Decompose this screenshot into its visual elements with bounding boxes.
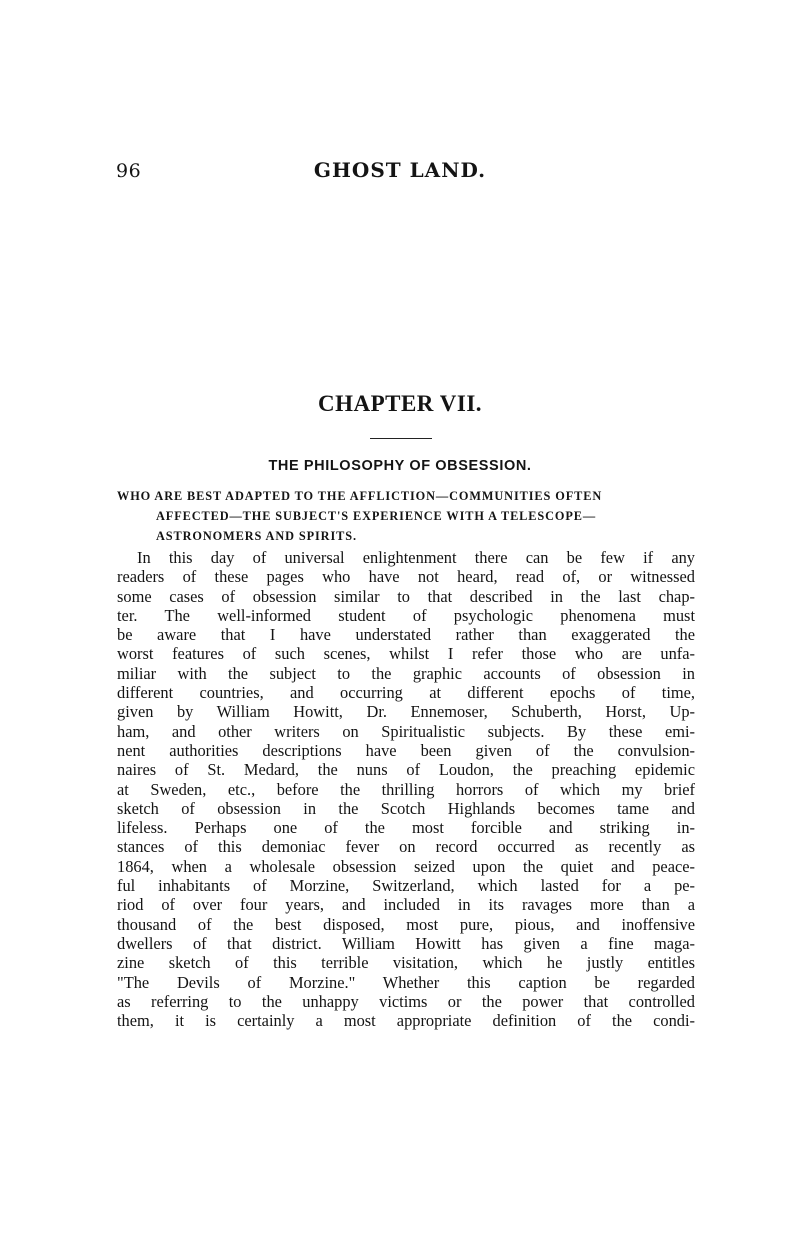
text-line: naires of St. Medard, the nuns of Loudon, the preaching epidemic: [117, 760, 695, 780]
chapter-summary: [117, 486, 695, 546]
text-line: thousand of the best disposed, most pure, pious, and inoffensive: [117, 914, 695, 934]
text-line: In this day of universal enlightenment there can be few if any: [137, 548, 695, 567]
summary-line: ASTRONOMERS AND SPIRITS.: [156, 529, 357, 543]
text-line: given by William Howitt, Dr. Ennemoser, Schuberth, Horst, Up-: [117, 702, 695, 722]
text-line: ham, and other writers on Spiritualistic subjects. By these emi-: [117, 721, 695, 741]
text-line: lifeless. Perhaps one of the most forcible and striking in-: [117, 818, 695, 838]
text-line: "The Devils of Morzine." Whether this caption be regarded: [117, 972, 695, 992]
chapter-title: CHAPTER VII.: [317, 391, 483, 416]
title-divider: [370, 438, 432, 439]
running-head: GHOST LAND.: [313, 158, 487, 182]
text-line: sketch of obsession in the Scotch Highlands becomes tame and: [117, 798, 695, 818]
page-number: 96: [116, 160, 142, 182]
text-line: dwellers of that district. William Howitt has given a fine maga-: [117, 933, 695, 953]
text-line: miliar with the subject to the graphic accounts of obsession in: [117, 663, 695, 683]
text-line: 1864, when a wholesale obsession seized upon the quiet and peace-: [117, 856, 695, 876]
text-line: at Sweden, etc., before the thrilling horrors of which my brief: [117, 779, 695, 799]
text-line: as referring to the unhappy victims or the power that controlled: [117, 991, 695, 1011]
section-title: THE PHILOSOPHY OF OBSESSION.: [268, 458, 532, 474]
summary-line: WHO ARE BEST ADAPTED TO THE AFFLICTION—COMMUNITIES OFTEN: [117, 489, 603, 503]
text-line: be aware that I have understated rather than exaggerated the: [117, 625, 695, 645]
summary-line: AFFECTED—THE SUBJECT'S EXPERIENCE WITH A TELESCOPE—: [156, 509, 597, 523]
text-line: readers of these pages who have not heard, read of, or witnessed: [117, 567, 695, 587]
text-line: riod of over four years, and included in its ravages more than a: [117, 895, 695, 915]
text-line: zine sketch of this terrible visitation, which he justly entitles: [117, 953, 695, 973]
text-line: different countries, and occurring at different epochs of time,: [117, 683, 695, 703]
text-line: ful inhabitants of Morzine, Switzerland, which lasted for a pe-: [117, 876, 695, 896]
text-line: nent authorities descriptions have been given of the convulsion-: [117, 740, 695, 760]
body-paragraph: [117, 548, 695, 1030]
text-line: stances of this demoniac fever on record occurred as recently as: [117, 837, 695, 857]
text-line: them, it is certainly a most appropriate definition of the condi-: [117, 1011, 695, 1031]
text-line: ter. The well-informed student of psychologic phenomena must: [117, 605, 695, 625]
text-line: some cases of obsession similar to that described in the last chap-: [117, 586, 695, 606]
text-line: worst features of such scenes, whilst I refer those who are unfa-: [117, 644, 695, 664]
